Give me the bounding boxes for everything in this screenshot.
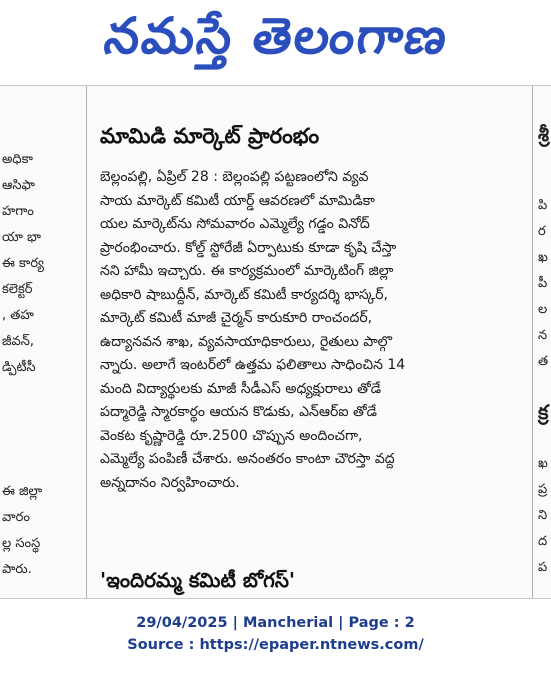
bottom-rule: [0, 598, 551, 599]
left-column-line: యా భా: [2, 230, 41, 245]
article-line: అన్నదానం నిర్వహించారు.: [100, 474, 240, 491]
right-column-line: శ్రీ: [538, 122, 549, 146]
left-column-line: కలెక్టర్: [2, 282, 33, 297]
article-line: యల మార్కెట్‌ను సోమవారం ఎమ్మెల్యే గడ్డం వినోద్: [100, 216, 370, 232]
left-column-line: డ్పిటీసీ: [2, 360, 36, 375]
article-line: బెల్లంపల్లి, ఏప్రిల్ 28 : బెల్లంపల్లి పట్టణంలోని వ్యవ: [100, 169, 369, 185]
article-line: ఉద్యానవన శాఖ, వ్యవసాయాధికారులు, రైతులు పాల్గొ: [100, 333, 393, 350]
left-column-line: అధికా: [2, 152, 33, 167]
article-line: వెంకట కృష్ణారెడ్డి రూ.2500 చొప్పున అందించగా,: [100, 427, 363, 444]
article-line: సాయ మార్కెట్ కమిటీ యార్డ్ ఆవరణలో మామిడికా: [100, 192, 375, 209]
right-column-line: ద: [538, 534, 548, 549]
left-column-line: వారం: [2, 510, 30, 525]
article-line: అధికారి షాబుద్దీన్, మార్కెట్ కమిటీ కార్యదర్శి భాస్కర్,: [100, 286, 388, 303]
right-column-line: క్ర: [538, 400, 549, 424]
article-headline: మామిడి మార్కెట్ ప్రారంభం: [100, 124, 320, 148]
left-column-line: , తహ: [2, 308, 34, 323]
article-line: మార్కెట్ కమిటీ మాజీ చైర్మన్ కారుకూరి రాంచందర్,: [100, 310, 373, 326]
left-column-line: ఈ జిల్లా: [2, 484, 43, 499]
footer-source: Source : https://epaper.ntnews.com/: [127, 637, 424, 653]
article-sub-headline: 'ఇందిరమ్మ కమిటీ బోగస్': [100, 568, 295, 592]
left-column-line: హగాం: [2, 204, 34, 219]
left-column-line: ఆసిఫా: [2, 178, 35, 193]
column-divider-left: [86, 86, 87, 598]
right-column-line: ఖ: [538, 250, 548, 265]
left-column-line: ల్ల సంస్థ: [2, 536, 41, 551]
right-column-line: త: [538, 354, 549, 369]
article-line: మంది విద్యార్థులకు మాజీ సీడీఎస్ అధ్యక్షురాలు తోడే: [100, 380, 382, 397]
right-column-line: ప: [538, 560, 548, 575]
right-column: [536, 86, 551, 598]
article-line: ఎమ్మెల్యే పంపిణీ చేశారు. అనంతరం కాంటా చౌరస్తా వద్ద: [100, 451, 395, 467]
footer-edition-info: 29/04/2025 | Mancherial | Page : 2: [136, 615, 415, 631]
article-line: పద్మారెడ్డి స్మారకార్థం ఆయన కొడుకు, ఎన్‌ఆర్ఐ తోడే: [100, 404, 377, 420]
right-column-line: పి: [538, 198, 548, 213]
left-column-line: జీవన్,: [2, 334, 35, 349]
article-line: న్నారు. అలాగే ఇంటర్‌లో ఉత్తమ ఫలితాలు సాధించిన 14: [100, 357, 406, 373]
left-column-line: పారు.: [2, 562, 32, 577]
right-column-line: ఖ: [538, 456, 548, 471]
article: [92, 86, 530, 598]
right-column-line: పీ: [538, 276, 548, 291]
column-divider-right: [532, 86, 533, 598]
article-body: [100, 166, 520, 495]
right-column-line: న: [538, 328, 548, 343]
left-column: [0, 86, 80, 598]
masthead-title: నమస్తే తెలంగాణ: [100, 6, 453, 65]
right-column-line: ప్ర: [538, 482, 548, 497]
article-line: నని హామీ ఇచ్చారు. ఈ కార్యక్రమంలో మార్కెటింగ్ జిల్లా: [100, 263, 394, 279]
masthead: [0, 0, 551, 84]
article-line: ప్రారంభించారు. కోల్డ్ స్టోరేజీ ఏర్పాటుకు కూడా కృషి చేస్తా: [100, 239, 397, 256]
footer: [0, 612, 551, 656]
right-column-line: ల: [538, 302, 548, 317]
right-column-line: ర: [538, 224, 546, 239]
newspaper-clipping: [0, 86, 551, 598]
right-column-line: ని: [538, 508, 548, 523]
left-column-line: ఈ కార్య: [2, 256, 44, 271]
